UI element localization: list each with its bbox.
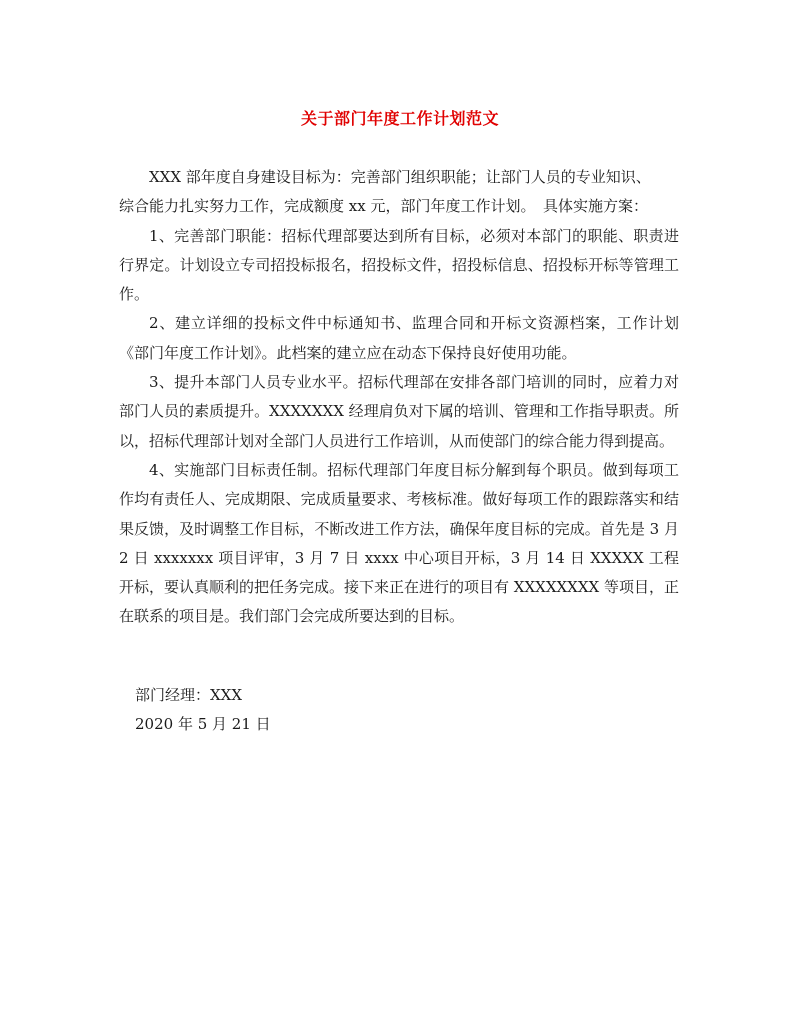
manager-signature: 部门经理：XXX [135, 686, 243, 704]
document-body [119, 163, 679, 632]
paragraph-2: 2、建立详细的投标文件中标通知书、监理合同和开标文资源档案，工作计划《部门年度工作计划》。此档案的建立应在动态下保持良好使用功能。 [119, 314, 679, 362]
intro-line-1: XXX 部年度自身建设目标为：完善部门组织职能；让部门人员的专业知识、 [119, 168, 651, 186]
document-title: 关于部门年度工作计划范文 [300, 109, 499, 128]
signature-block [135, 681, 271, 740]
paragraph-3: 3、提升本部门人员专业水平。招标代理部在安排各部门培训的同时，应着力对部门人员的素质提升。XXXXXXX 经理肩负对下属的培训、管理和工作指导职责。所以，招标代理部计划对全部门人员进行工作培训，从而使部门的综合能力得到提高。 [119, 373, 679, 450]
paragraph-4: 4、实施部门目标责任制。招标代理部门年度目标分解到每个职员。做到每项工作均有责任人、完成期限、完成质量要求、考核标准。做好每项工作的跟踪落实和结果反馈，及时调整工作目标，不断改进工作方法，确保年度目标的完成。首先是 3 月 2 日 xxxxxxx 项目评审，3 月 7 日 xxxx 中心项目开标，3 月 14 日 XXXXX 工程开标，要认真顺利的把任务完成。接下来正在进行的项目有 XXXXXXXX 等项目，正在联系的项目是。我们部门会完成所要达到的目标。 [119, 460, 679, 626]
signature-date: 2020 年 5 月 21 日 [135, 715, 271, 734]
paragraph-1: 1、完善部门职能：招标代理部要达到所有目标，必须对本部门的职能、职责进行界定。计划设立专司招投标报名，招投标文件，招投标信息、招投标开标等管理工作。 [119, 226, 679, 304]
intro-line-2: 综合能力扎实努力工作，完成额度 xx 元，部门年度工作计划。 具体实施方案： [119, 197, 648, 216]
